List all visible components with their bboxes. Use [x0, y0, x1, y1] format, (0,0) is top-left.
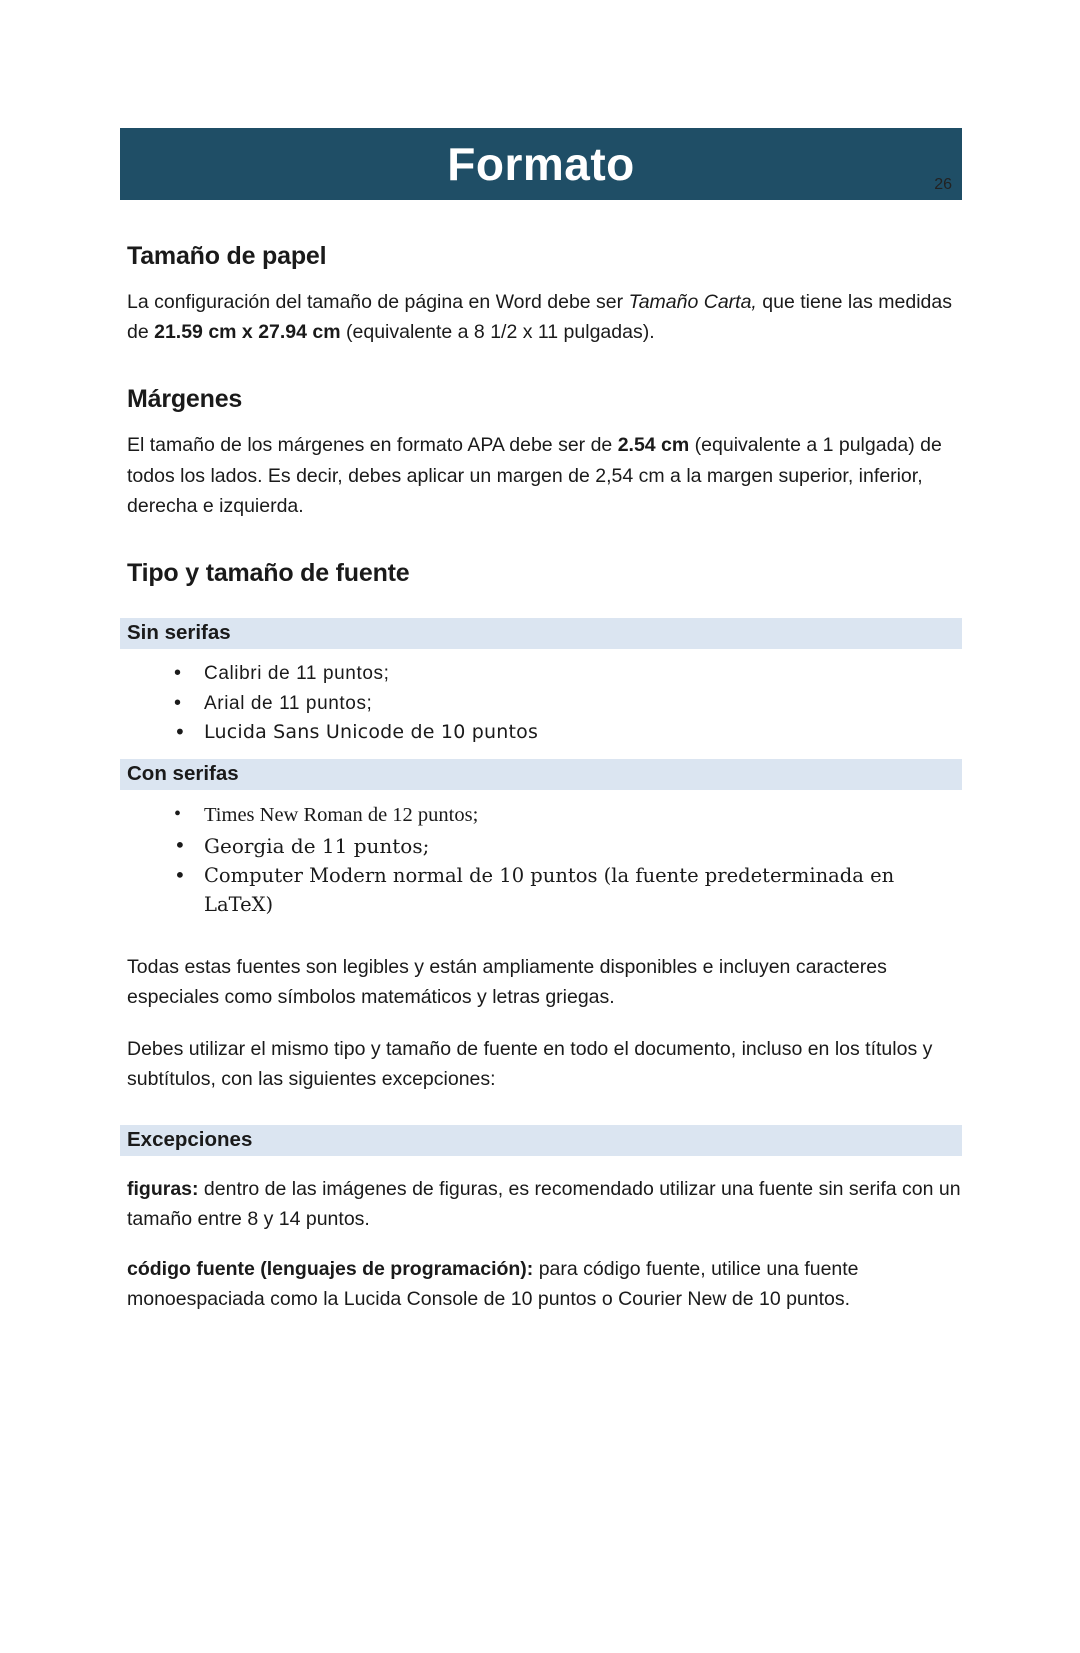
- list-item-georgia: • Georgia de 11 puntos;: [168, 831, 962, 861]
- list-item-lucida-sans: • Lucida Sans Unicode de 10 puntos: [168, 718, 962, 747]
- heading-paper-size: Tamaño de papel: [127, 242, 327, 270]
- subheading-sans-serif-label: Sin serifas: [127, 621, 231, 645]
- document-content: [120, 242, 962, 1314]
- paragraph-paper-size: La configuración del tamaño de página en Word debe ser Tamaño Carta, que tiene las medidas de 21.59 cm x 27.94 cm (equivalente a 8 1/2 x 11 pulgadas).: [127, 291, 952, 344]
- page-number: 26: [934, 176, 952, 193]
- paragraph-fonts-legible: Todas estas fuentes son legibles y están ampliamente disponibles e incluyen caracteres especiales como símbolos matemáticos y letras griegas.: [127, 955, 887, 1008]
- title-banner: [120, 128, 962, 200]
- page-title: Formato: [447, 138, 635, 190]
- paragraph-same-font: Debes utilizar el mismo tipo y tamaño de fuente en todo el documento, incluso en los títulos y subtítulos, con las siguientes excepciones:: [127, 1038, 933, 1091]
- heading-font-type-size: Tipo y tamaño de fuente: [127, 559, 410, 588]
- list-item-arial: • Arial de 11 puntos;: [168, 689, 962, 718]
- subheading-serif-label: Con serifas: [127, 762, 239, 786]
- heading-margins: Márgenes: [127, 385, 243, 414]
- paragraph-margins: El tamaño de los márgenes en formato APA debe ser de 2.54 cm (equivalente a 1 pulgada) de todos los lados. Es decir, debes aplicar un margen de 2,54 cm a la margen superior, inferior, derecha e izquierda.: [127, 434, 942, 517]
- paragraph-figures: figuras: dentro de las imágenes de figuras, es recomendado utilizar una fuente sin serifa con un tamaño entre 8 y 14 puntos.: [127, 1177, 961, 1230]
- sans-serif-font-list: [120, 659, 962, 747]
- serif-font-list: [120, 800, 962, 919]
- list-item-computer-modern: • Computer Modern normal de 10 puntos (la fuente predeterminada en LaTeX): [168, 861, 928, 920]
- list-item-calibri: • Calibri de 11 puntos;: [168, 659, 962, 688]
- subheading-exceptions-label: Excepciones: [127, 1127, 253, 1151]
- subheading-serif: [120, 759, 962, 790]
- document-page: [0, 128, 1080, 1653]
- paragraph-source-code: código fuente (lenguajes de programación): para código fuente, utilice una fuente monoespaciada como la Lucida Console de 10 puntos o Courier New de 10 puntos.: [127, 1257, 859, 1311]
- subheading-sans-serif: [120, 618, 962, 649]
- list-item-times: • Times New Roman de 12 puntos;: [168, 800, 962, 831]
- subheading-exceptions: [120, 1125, 962, 1156]
